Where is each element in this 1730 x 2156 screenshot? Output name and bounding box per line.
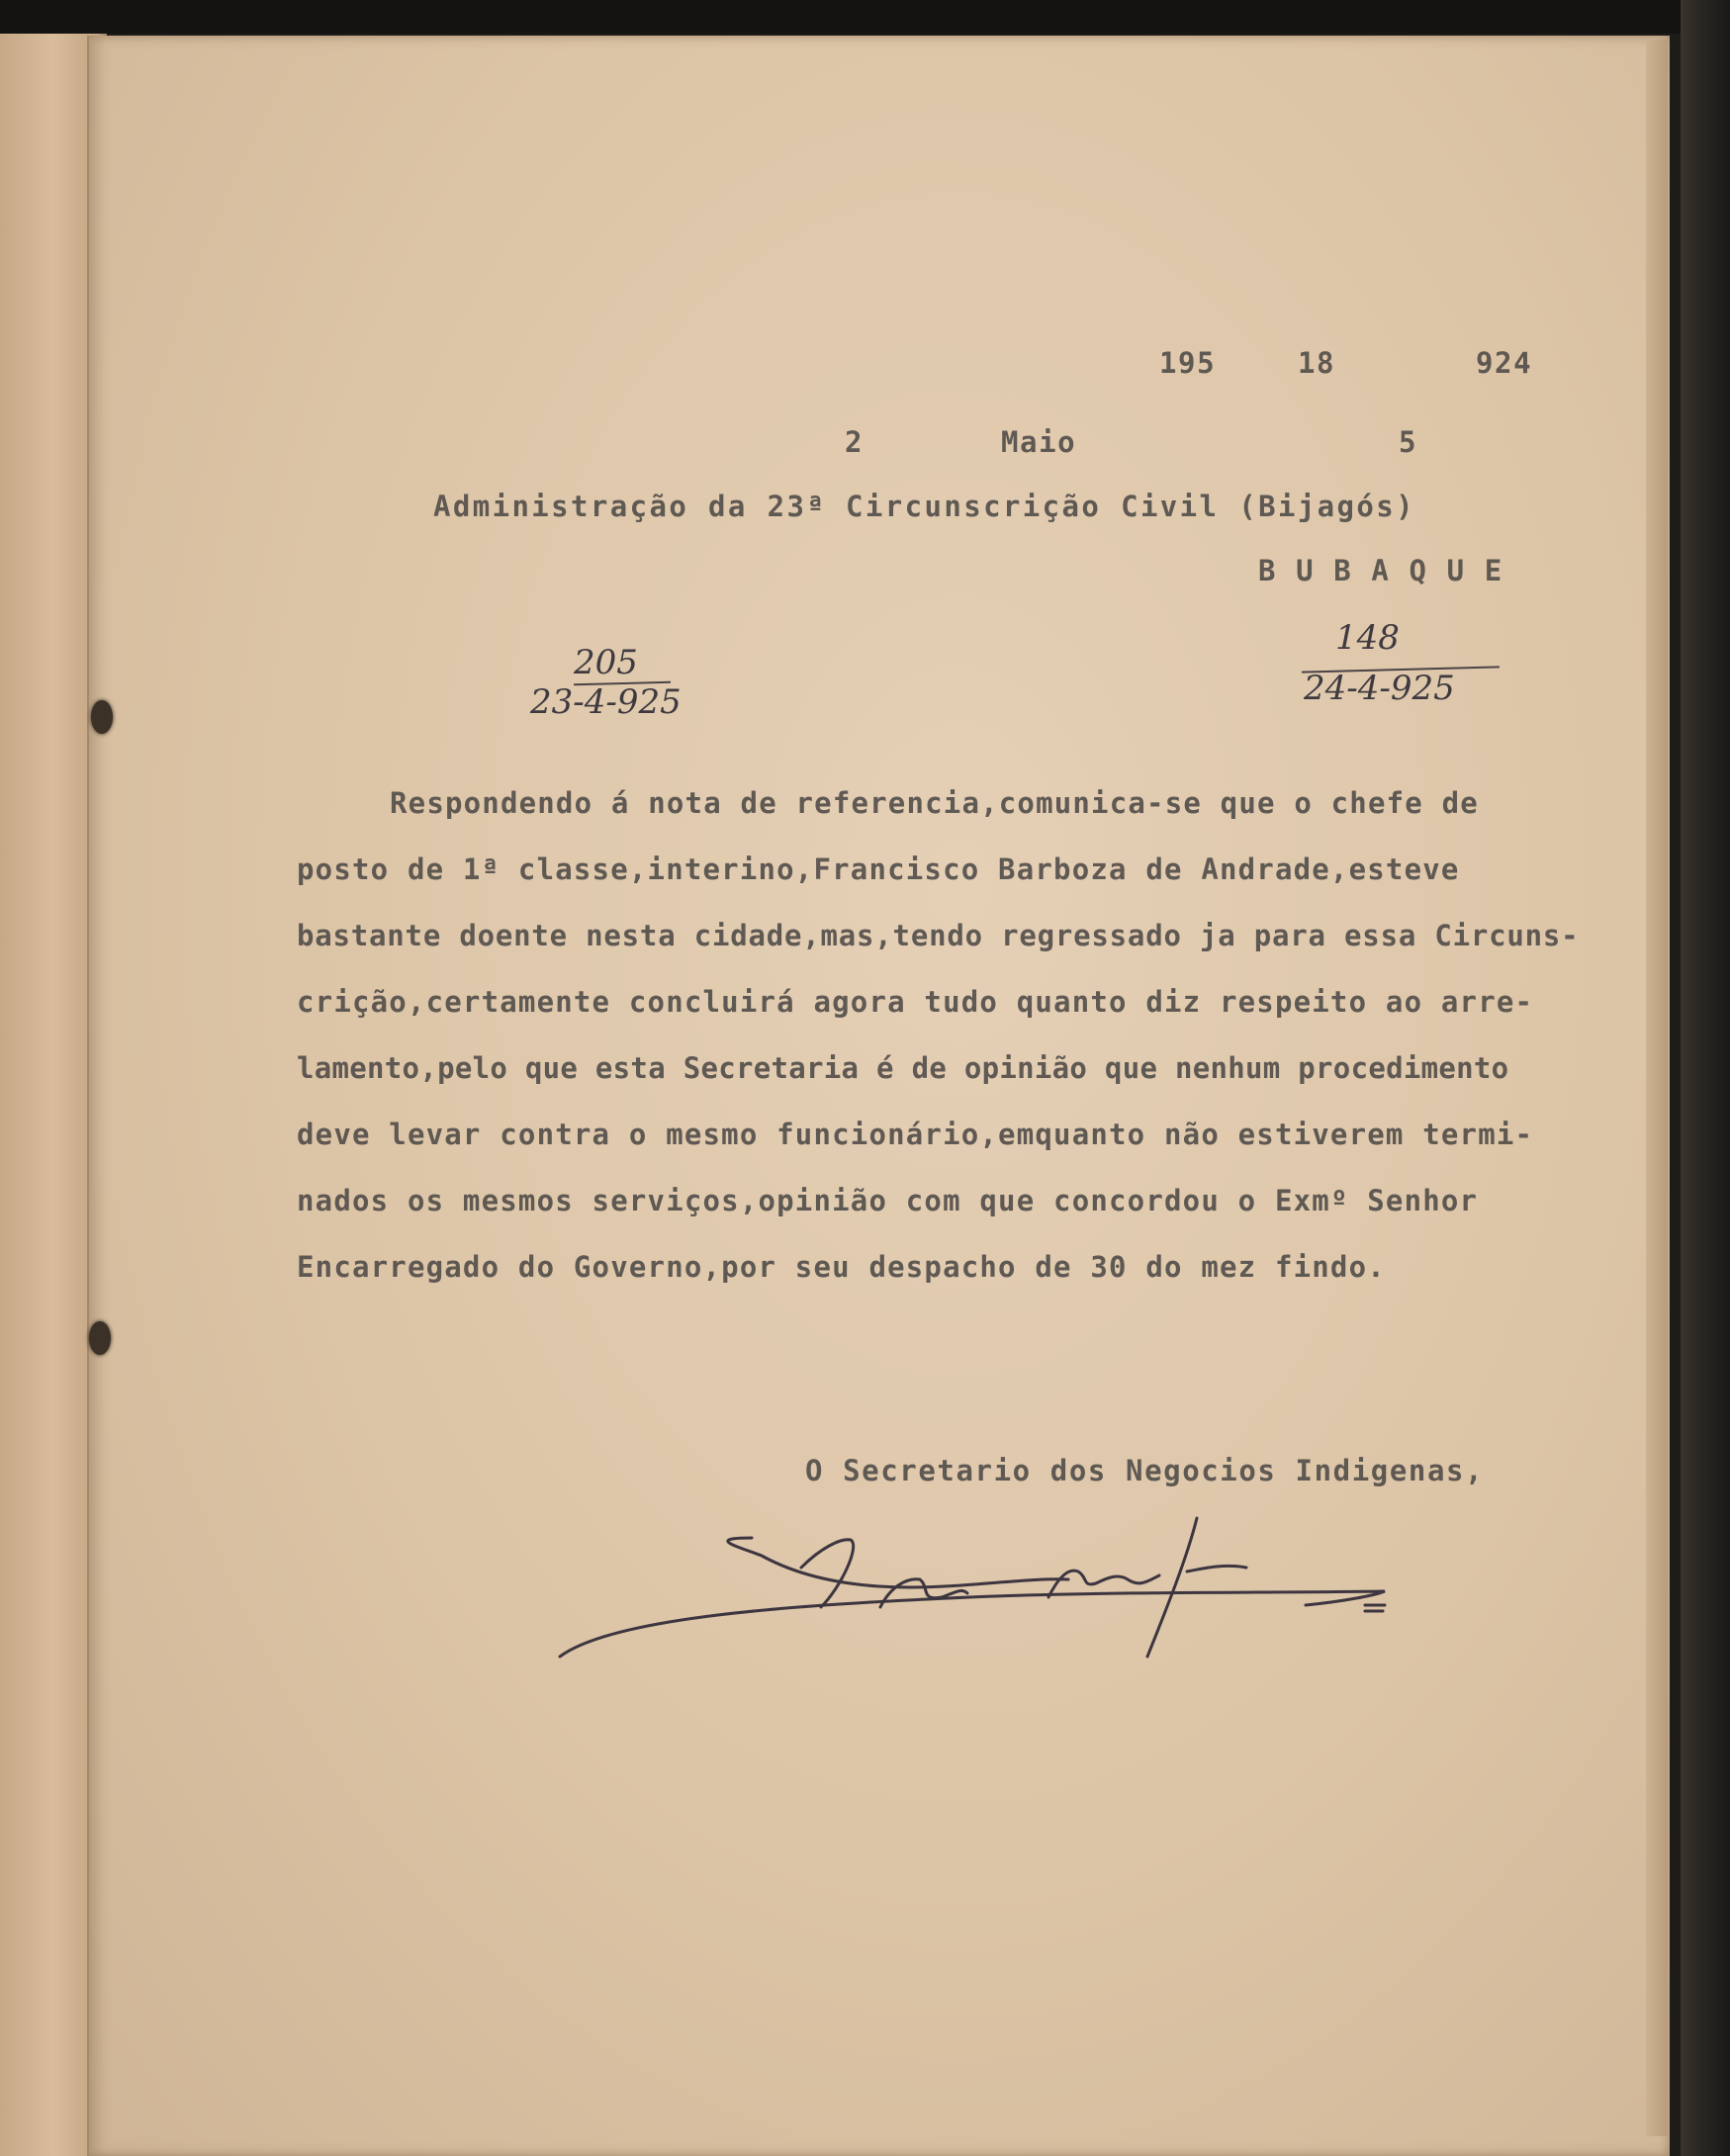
place-line: B U B A Q U E [1258,554,1503,587]
header-number-1: 195 [1159,346,1217,380]
closing-title: O Secretario dos Negocios Indigenas, [805,1454,1485,1487]
handwritten-right-date: 24-4-925 [1304,669,1455,708]
header-day: 2 [845,425,865,459]
header-number-2: 18 [1298,346,1336,380]
handwritten-right-number: 148 [1335,618,1400,658]
body-line-2: posto de 1ª classe,interino,Francisco Barboza de Andrade,esteve [297,853,1460,886]
book-top-edge [0,0,1730,34]
document-page [87,36,1670,2156]
addressee-line: Administração da 23ª Circunscrição Civil (Bijagós) [433,490,1415,523]
binding-hole [89,1321,111,1355]
page-stack-edge [1646,40,1668,2136]
signature-graphic [554,1498,1424,1696]
header-number-4: 5 [1399,425,1418,459]
body-line-4: crição,certamente concluirá agora tudo quanto diz respeito ao arre- [297,985,1534,1019]
binding-hole [91,700,113,734]
handwritten-left-number: 205 [574,643,638,682]
body-line-5: lamento,pelo que esta Secretaria é de opinião que nenhum procedimento [297,1051,1509,1085]
handwritten-left-date: 23-4-925 [530,682,682,722]
header-number-3: 924 [1476,346,1533,380]
body-line-7: nados os mesmos serviços,opinião com que concordou o Exmº Senhor [297,1184,1479,1217]
body-line-6: deve levar contra o mesmo funcionário,emquanto não estiverem termi- [297,1118,1534,1151]
body-line-3: bastante doente nesta cidade,mas,tendo regressado ja para essa Circuns- [297,919,1580,952]
book-cover-edge [1681,0,1730,2156]
header-month: Maio [1001,425,1077,459]
body-line-1: Respondendo á nota de referencia,comunica-se que o chefe de [390,786,1479,820]
body-line-8: Encarregado do Governo,por seu despacho de 30 do mez findo. [297,1250,1386,1284]
